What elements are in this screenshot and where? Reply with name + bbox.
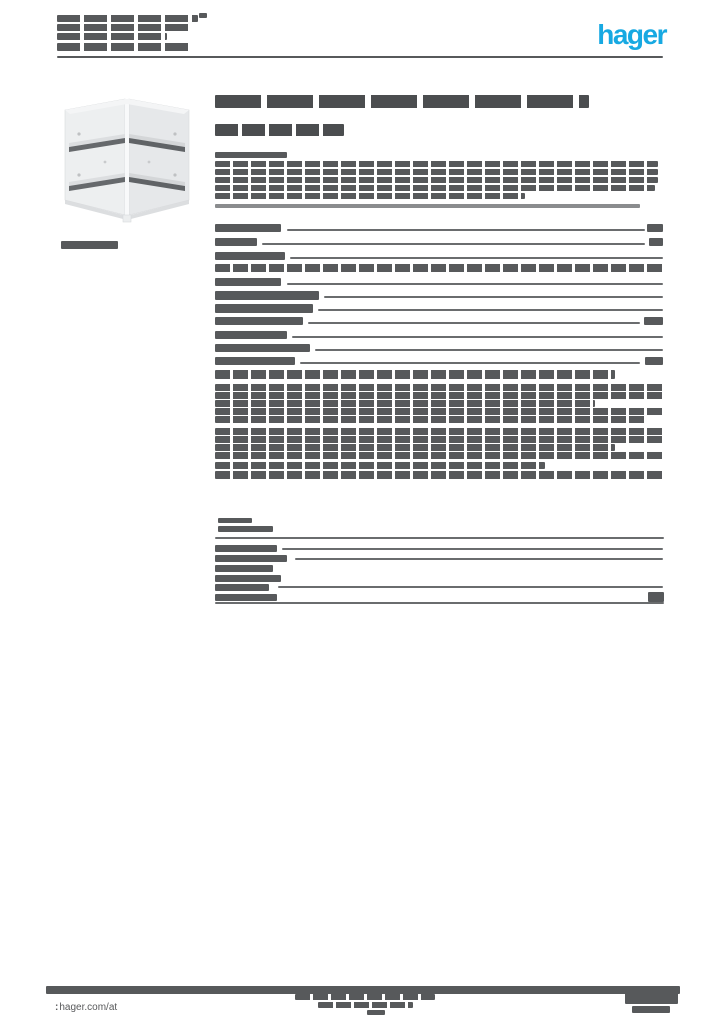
hager-logo-text: hager (597, 19, 666, 50)
description-line-2 (215, 169, 658, 175)
spec-text-row-7 (215, 416, 645, 423)
spec-leader-3 (290, 257, 663, 259)
footer-center-line-3 (367, 1010, 385, 1015)
image-caption (61, 241, 118, 249)
dim-label-4 (215, 575, 281, 582)
spec-text-row-3 (215, 384, 663, 391)
spec-value-2 (649, 238, 663, 246)
description-line-1 (215, 161, 658, 167)
dim-rule-top (215, 537, 664, 539)
header-rule (57, 56, 663, 58)
dim-leader-3 (278, 586, 663, 588)
spec-leader-10 (300, 362, 640, 364)
spec-text-row-6 (215, 408, 663, 415)
spec-label-3 (215, 252, 285, 260)
spec-text-row-2 (215, 370, 615, 379)
dim-leader-1 (282, 548, 663, 550)
spec-leader-1 (287, 229, 645, 231)
spec-text-row-9 (215, 436, 663, 443)
dim-label-3 (215, 565, 273, 572)
product-image (57, 94, 197, 228)
spec-value-7 (644, 317, 663, 325)
dim-rule-bottom (215, 602, 664, 604)
spec-label-9 (215, 344, 310, 352)
description-line-3 (215, 177, 658, 183)
footer-website-link[interactable] (55, 995, 168, 1020)
description-rule (215, 204, 640, 208)
description-label (215, 152, 287, 158)
spec-value-1 (647, 224, 663, 232)
product-subtitle (215, 124, 344, 136)
spec-label-10 (215, 357, 295, 365)
dim-leader-2 (295, 558, 663, 560)
dim-note-line-1 (218, 518, 252, 523)
description-line-4 (215, 185, 655, 191)
header-product-line-1 (57, 15, 198, 22)
spec-leader-8 (292, 336, 663, 338)
dim-label-6 (215, 594, 277, 601)
spec-text-row-8 (215, 428, 663, 435)
footer-right-line-2 (632, 1006, 670, 1013)
spec-label-5 (215, 291, 319, 300)
dim-label-5 (215, 584, 269, 591)
spec-text-row-11 (215, 452, 663, 459)
header-superscript (199, 13, 207, 18)
product-title (215, 95, 589, 108)
spec-leader-2 (262, 243, 645, 245)
footer-center-line-2 (318, 1002, 413, 1008)
dim-label-2 (215, 555, 287, 562)
spec-leader-6 (318, 309, 663, 311)
spec-value-10 (645, 357, 663, 365)
spec-leader-4 (287, 283, 663, 285)
spec-text-row-4 (215, 392, 663, 399)
spec-leader-7 (308, 322, 640, 324)
footer-center-line-1 (295, 994, 435, 1000)
footer-right-line-1 (625, 993, 678, 1004)
spec-text-row-13 (215, 471, 663, 479)
header-product-line-3 (57, 33, 167, 40)
spec-label-1 (215, 224, 281, 232)
spec-label-2 (215, 238, 257, 246)
dim-label-1 (215, 545, 277, 552)
spec-text-row-1 (215, 264, 663, 272)
spec-leader-5 (324, 296, 663, 298)
spec-text-row-12 (215, 462, 545, 469)
spec-label-6 (215, 304, 313, 313)
hager-colon-mark-icon: : (55, 1002, 59, 1013)
dim-value-1 (648, 592, 664, 602)
dim-note-line-2 (218, 526, 273, 532)
spec-label-4 (215, 278, 281, 286)
spec-text-row-5 (215, 400, 595, 407)
spec-label-8 (215, 331, 287, 339)
spec-leader-9 (315, 349, 663, 351)
internal-corner-product-render-icon (57, 94, 197, 228)
header-product-line-2 (57, 24, 190, 31)
spec-label-7 (215, 317, 303, 325)
spec-text-row-10 (215, 444, 615, 451)
footer-bar (46, 986, 680, 994)
hager-logo (597, 21, 666, 49)
description-line-5 (215, 193, 525, 199)
footer-website-text: hager.com/at (59, 1002, 118, 1013)
header-product-line-4 (57, 43, 190, 51)
